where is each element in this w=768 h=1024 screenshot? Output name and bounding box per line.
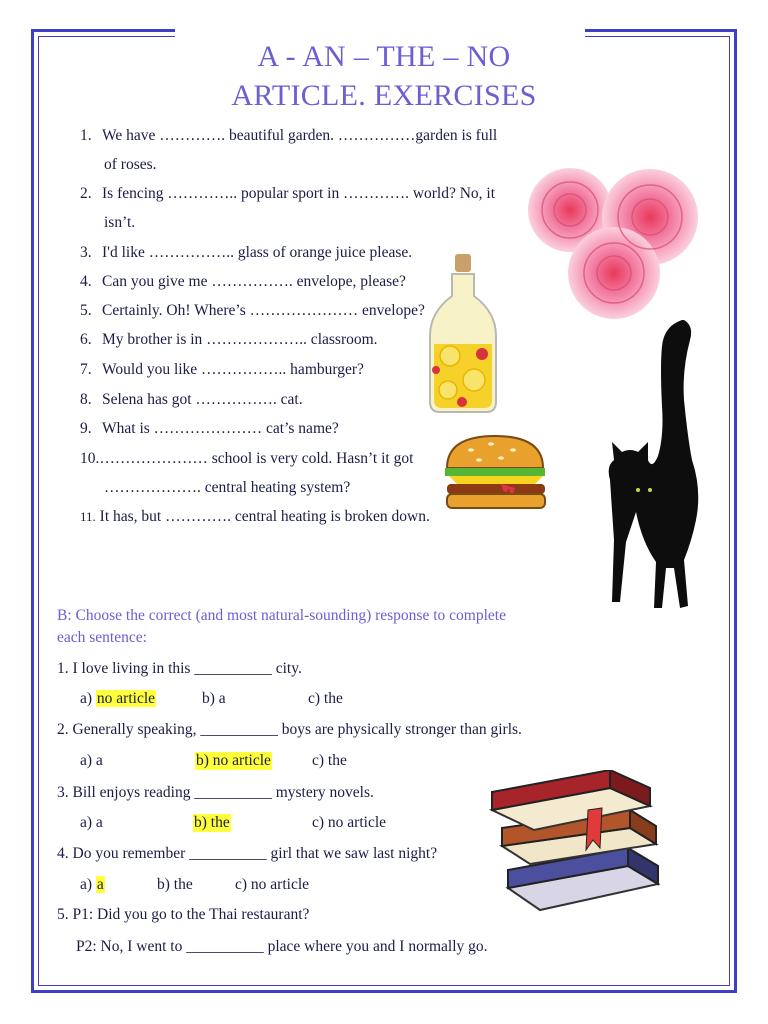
- question-text: Can you give me ……………. envelope, please?: [102, 273, 406, 290]
- juice-bottle-image: [422, 252, 504, 414]
- b-q3-option-c: c) no article: [312, 814, 387, 831]
- question-text: It has, but …………. central heating is broken down.: [95, 508, 430, 525]
- option-prefix: a): [80, 876, 93, 893]
- question-number: 10.: [80, 450, 100, 467]
- question-number: 7.: [80, 361, 92, 378]
- b-q1-option-a: [80, 690, 156, 708]
- question-number: 3.: [80, 244, 92, 261]
- part-a-line-12: [80, 450, 413, 468]
- b-q4-option-a: [80, 876, 105, 894]
- b-q2-option-a: a) a: [80, 752, 103, 769]
- question-text: ………………… school is very cold. Hasn’t it got: [99, 450, 414, 467]
- question-text: What is ………………… cat’s name?: [102, 420, 339, 437]
- b-q2-option-b-highlighted: b) no article: [196, 752, 271, 769]
- hamburger-image: [441, 432, 551, 514]
- part-b-instruction-2: each sentence:: [57, 629, 147, 646]
- b-q2-option-c: c) the: [312, 752, 347, 769]
- option-prefix: a): [80, 690, 93, 707]
- part-a-line-2: [104, 156, 157, 174]
- b-question-1: 1. I love living in this __________ city.: [57, 660, 302, 677]
- part-a-line-14: [80, 508, 430, 526]
- question-number: 11.: [80, 509, 96, 524]
- highlighted-answer: a: [96, 876, 104, 893]
- b-question-5-p1: 5. P1: Did you go to the Thai restaurant?: [57, 906, 310, 923]
- part-a-line-1: [80, 127, 497, 145]
- b-q4-option-c: c) no article: [235, 876, 310, 893]
- question-number: 8.: [80, 391, 92, 408]
- part-a-line-4: [104, 214, 135, 232]
- b-question-4: 4. Do you remember __________ girl that we saw last night?: [57, 845, 438, 862]
- question-text: We have …………. beautiful garden. ……………garden is full: [102, 127, 498, 144]
- part-a-line-8: [80, 331, 378, 349]
- part-a-line-9: [80, 361, 364, 379]
- highlighted-answer: no article: [96, 690, 156, 707]
- b-q4-option-b: b) the: [157, 876, 193, 893]
- part-b-instruction-1: B: Choose the correct (and most natural-sounding) response to complete: [57, 607, 506, 624]
- question-text: Selena has got ……………. cat.: [102, 391, 303, 408]
- page-title-line2: ARTICLE. EXERCISES: [231, 79, 537, 112]
- question-number: 9.: [80, 420, 92, 437]
- black-cat-image: [606, 316, 706, 612]
- b-question-5-p2: P2: No, I went to __________ place where you and I normally go.: [76, 938, 488, 955]
- question-text: My brother is in ……………….. classroom.: [102, 331, 378, 348]
- question-number: 1.: [80, 127, 92, 144]
- b-question-3: 3. Bill enjoys reading __________ mystery novels.: [57, 784, 374, 801]
- books-image: [488, 770, 673, 920]
- b-question-2: 2. Generally speaking, __________ boys are physically stronger than girls.: [57, 721, 522, 738]
- question-text: isn’t.: [104, 214, 136, 231]
- page-title-line1: A - AN – THE – NO: [257, 40, 511, 73]
- b-q3-option-b-highlighted: b) the: [194, 814, 230, 831]
- part-a-line-3: [80, 185, 495, 203]
- part-a-line-5: [80, 244, 412, 262]
- question-text: Certainly. Oh! Where’s ………………… envelope?: [102, 302, 425, 319]
- part-a-line-10: [80, 391, 303, 409]
- question-text: of roses.: [104, 156, 157, 173]
- question-number: 4.: [80, 273, 92, 290]
- question-number: 5.: [80, 302, 92, 319]
- part-a-line-6: [80, 273, 406, 291]
- b-q1-option-c: c) the: [308, 690, 343, 707]
- b-q3-option-a: a) a: [80, 814, 103, 831]
- question-number: 6.: [80, 331, 92, 348]
- b-q1-option-b: b) a: [202, 690, 226, 707]
- question-text: ………………. central heating system?: [104, 479, 351, 496]
- part-a-line-7: [80, 302, 425, 320]
- part-a-line-13: [104, 479, 350, 497]
- question-text: Is fencing ………….. popular sport in …………. world? No, it: [102, 185, 496, 202]
- part-a-line-11: [80, 420, 339, 438]
- question-number: 2.: [80, 185, 92, 202]
- question-text: I'd like …………….. glass of orange juice please.: [102, 244, 413, 261]
- roses-image: [522, 165, 702, 320]
- question-text: Would you like …………….. hamburger?: [102, 361, 364, 378]
